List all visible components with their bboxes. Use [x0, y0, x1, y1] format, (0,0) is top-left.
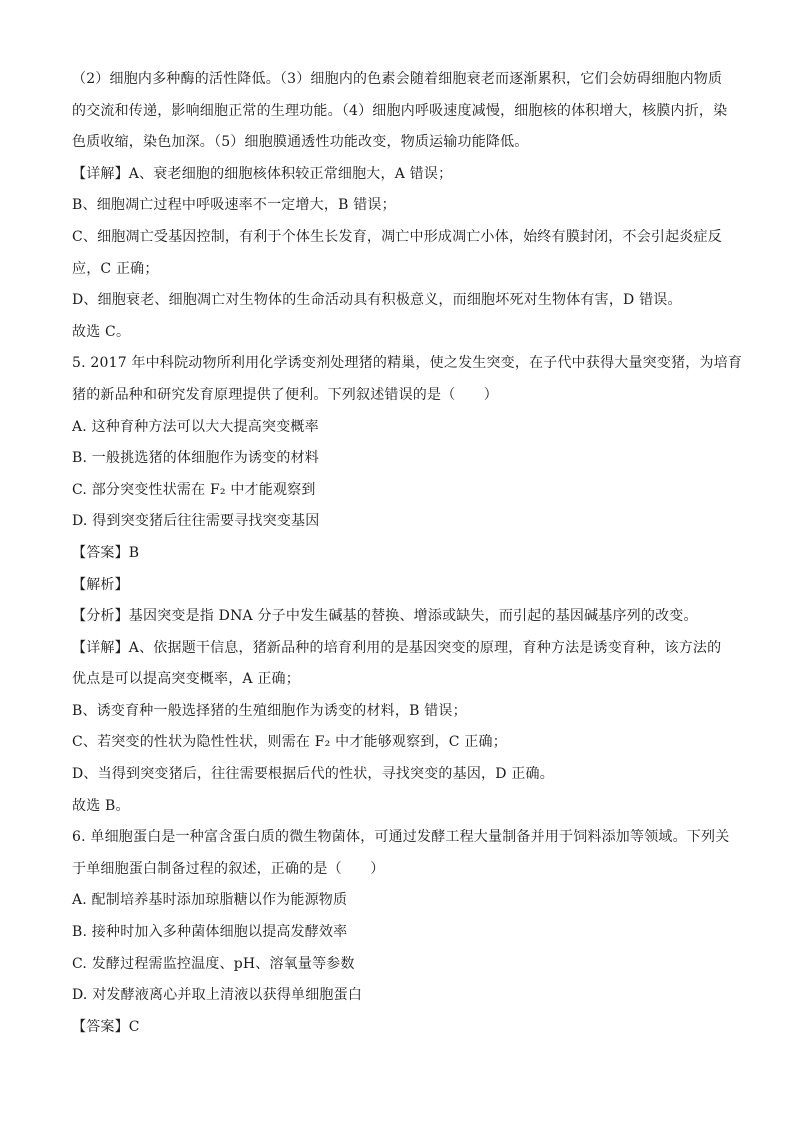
analysis-heading: 【解析】 [72, 576, 129, 593]
detail-line: 【详解】A、衰老细胞的细胞核体积较正常细胞大，A 错误； [72, 165, 453, 182]
answer-line: 【答案】C [72, 1018, 140, 1035]
option-c: C. 发酵过程需监控温度、pH、溶氧量等参数 [72, 955, 355, 972]
option-b: B. 一般挑选猪的体细胞作为诱变的材料 [72, 450, 319, 467]
option-d: D. 对发酵液离心并取上清液以获得单细胞蛋白 [72, 987, 363, 1004]
text-line: 应，C 正确； [72, 260, 159, 277]
question-stem: 猪的新品种和研究发育原理提供了便利。下列叙述错误的是（ ） [72, 386, 498, 403]
text-line: C、细胞凋亡受基因控制，有利于个体生长发育，凋亡中形成凋亡小体，始终有膜封闭，不会引起炎症反 [72, 228, 722, 245]
text-line: B、诱变育种一般选择猪的生殖细胞作为诱变的材料，B 错误； [72, 702, 467, 719]
option-c: C. 部分突变性状需在 F₂ 中才能观察到 [72, 481, 316, 498]
text-line: B、细胞凋亡过程中呼吸速率不一定增大，B 错误； [72, 197, 396, 214]
text-line: D、细胞衰老、细胞凋亡对生物体的生命活动具有积极意义，而细胞坏死对生物体有害，D 错误。 [72, 292, 682, 309]
question-stem: 5. 2017 年中科院动物所利用化学诱变剂处理猪的精巢，使之发生突变，在子代中获得大量突变猪，为培育 [72, 355, 743, 372]
text-line: 优点是可以提高突变概率，A 正确； [72, 671, 300, 688]
question-stem: 于单细胞蛋白制备过程的叙述，正确的是（ ） [72, 860, 385, 877]
text-line: D、当得到突变猪后，往往需要根据后代的性状，寻找突变的基因，D 正确。 [72, 766, 554, 783]
question-stem: 6. 单细胞蛋白是一种富含蛋白质的微生物菌体，可通过发酵工程大量制备并用于饲料添加等领域。下列关 [72, 829, 730, 846]
answer-line: 【答案】B [72, 544, 140, 561]
text-line: C、若突变的性状为隐性性状，则需在 F₂ 中才能够观察到，C 正确； [72, 734, 507, 751]
conclusion-line: 故选 C。 [72, 323, 131, 340]
option-d: D. 得到突变猪后往往需要寻找突变基因 [72, 513, 320, 530]
option-b: B. 接种时加入多种菌体细胞以提高发酵效率 [72, 924, 348, 941]
text-line: （2）细胞内多种酶的活性降低。（3）细胞内的色素会随着细胞衰老而逐渐累积，它们会妨碍细胞内物质 [72, 71, 723, 87]
text-line: 色质收缩，染色加深。（5）细胞膜通透性功能改变，物质运输功能降低。 [72, 134, 529, 151]
option-a: A. 这种育种方法可以大大提高突变概率 [72, 418, 319, 435]
detail-line: 【详解】A、依据题干信息，猪新品种的培育利用的是基因突变的原理，育种方法是诱变育种，该方法的 [72, 639, 722, 656]
text-line: 的交流和传递，影响细胞正常的生理功能。（4）细胞内呼吸速度减慢，细胞核的体积增大，核膜内折，染 [72, 102, 728, 119]
conclusion-line: 故选 B。 [72, 797, 130, 814]
option-a: A. 配制培养基时添加琼脂糖以作为能源物质 [72, 892, 348, 909]
analysis-line: 【分析】基因突变是指 DNA 分子中发生碱基的替换、增添或缺失，而引起的基因碱基序列的改变。 [72, 608, 698, 625]
